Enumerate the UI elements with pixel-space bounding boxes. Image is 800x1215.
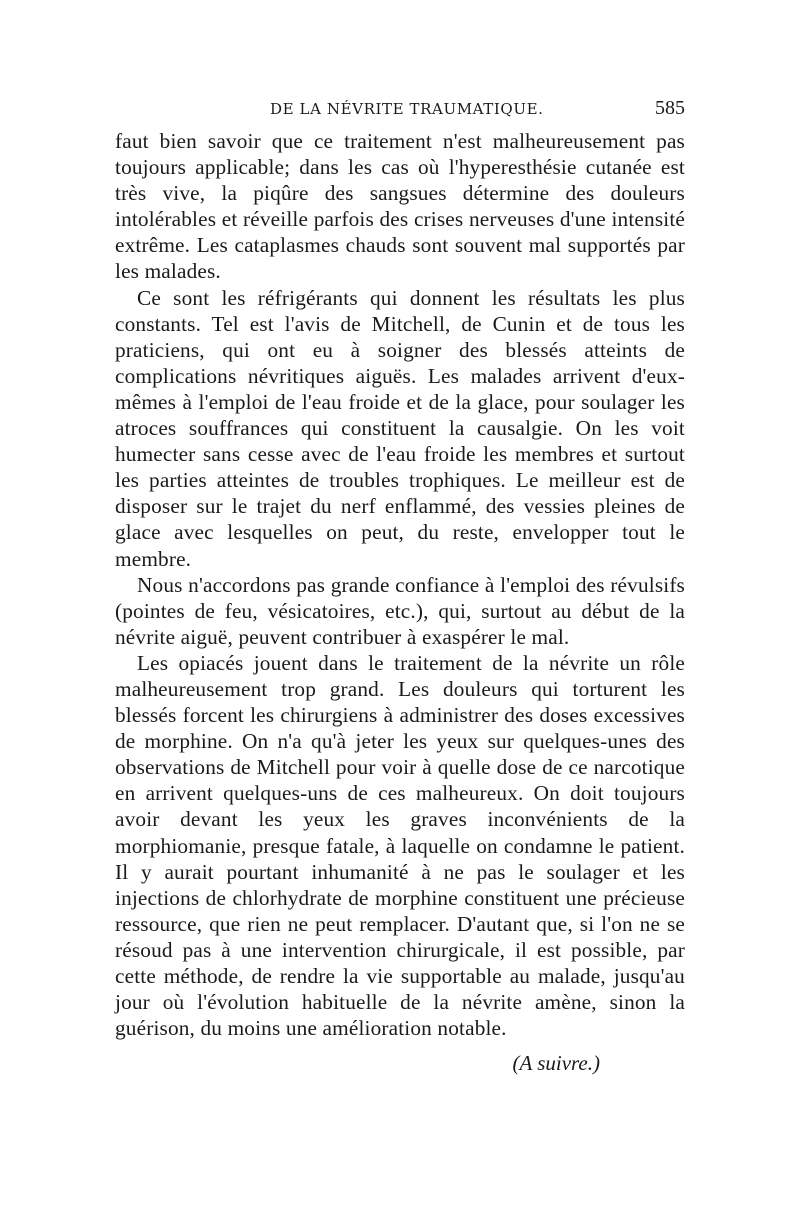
paragraph: faut bien savoir que ce traitement n'est malheureusement pas toujours applicable; dans les cas où l'hyperesthésie cutanée est très vive, la piqûre des sangsues détermine des douleurs intolérables et réveille parfois des crises nerveuses d'une intensité extrême. Les cataplasmes chauds sont souvent mal supportés par les malades. — [115, 129, 685, 284]
paragraph: Nous n'accordons pas grande confiance à l'emploi des révulsifs (pointes de feu, vésicatoires, etc.), qui, surtout au début de la névrite aiguë, peuvent contribuer à exaspérer le mal. — [115, 572, 685, 649]
running-title: DE LA NÉVRITE TRAUMATIQUE. — [270, 100, 544, 118]
paragraph: Les opiacés jouent dans le traitement de la névrite un rôle malheureusement trop grand. Les douleurs qui torturent les blessés forcent les chirurgiens à administrer des doses excessives de morphine. On n'a qu'à jeter les yeux sur quelques-unes des observations de Mitchell pour voir à quelle dose de ce narcotique en arrivent quelques-uns de ces malheureux. On doit toujours avoir devant les yeux les graves inconvénients de la morphiomanie, presque fatale, à laquelle on condamne le patient. Il y aurait pourtant inhumanité à ne pas le soulager et les injections de chlorhydrate de morphine constituent une précieuse ressource, que rien ne peut remplacer. D'autant que, si l'on ne se résoud pas à une intervention chirurgicale, il est possible, par cette méthode, de rendre la vie supportable au malade, jusqu'au jour où l'évolution habituelle de la névrite amène, sinon la guérison, du moins une amélioration notable. — [115, 650, 685, 1041]
running-header — [115, 97, 685, 125]
page-number: 585 — [655, 97, 685, 119]
continuation-text: (A suivre.) — [512, 1051, 600, 1075]
body-text — [115, 128, 685, 1041]
paragraph: Ce sont les réfrigérants qui donnent les résultats les plus constants. Tel est l'avis de Mitchell, de Cunin et de tous les praticiens, qui ont eu à soigner des blessés atteints de complications névritiques aiguës. Les malades arrivent d'eux-mêmes à l'emploi de l'eau froide et de la glace, pour soulager les atroces souffrances qui constituent la causalgie. On les voit humecter sans cesse avec de l'eau froide les membres et surtout les parties atteintes de troubles trophiques. Le meilleur est de disposer sur le trajet du nerf enflammé, des vessies pleines de glace avec lesquelles on peut, du reste, envelopper tout le membre. — [115, 285, 685, 571]
continuation-note — [115, 1050, 600, 1076]
